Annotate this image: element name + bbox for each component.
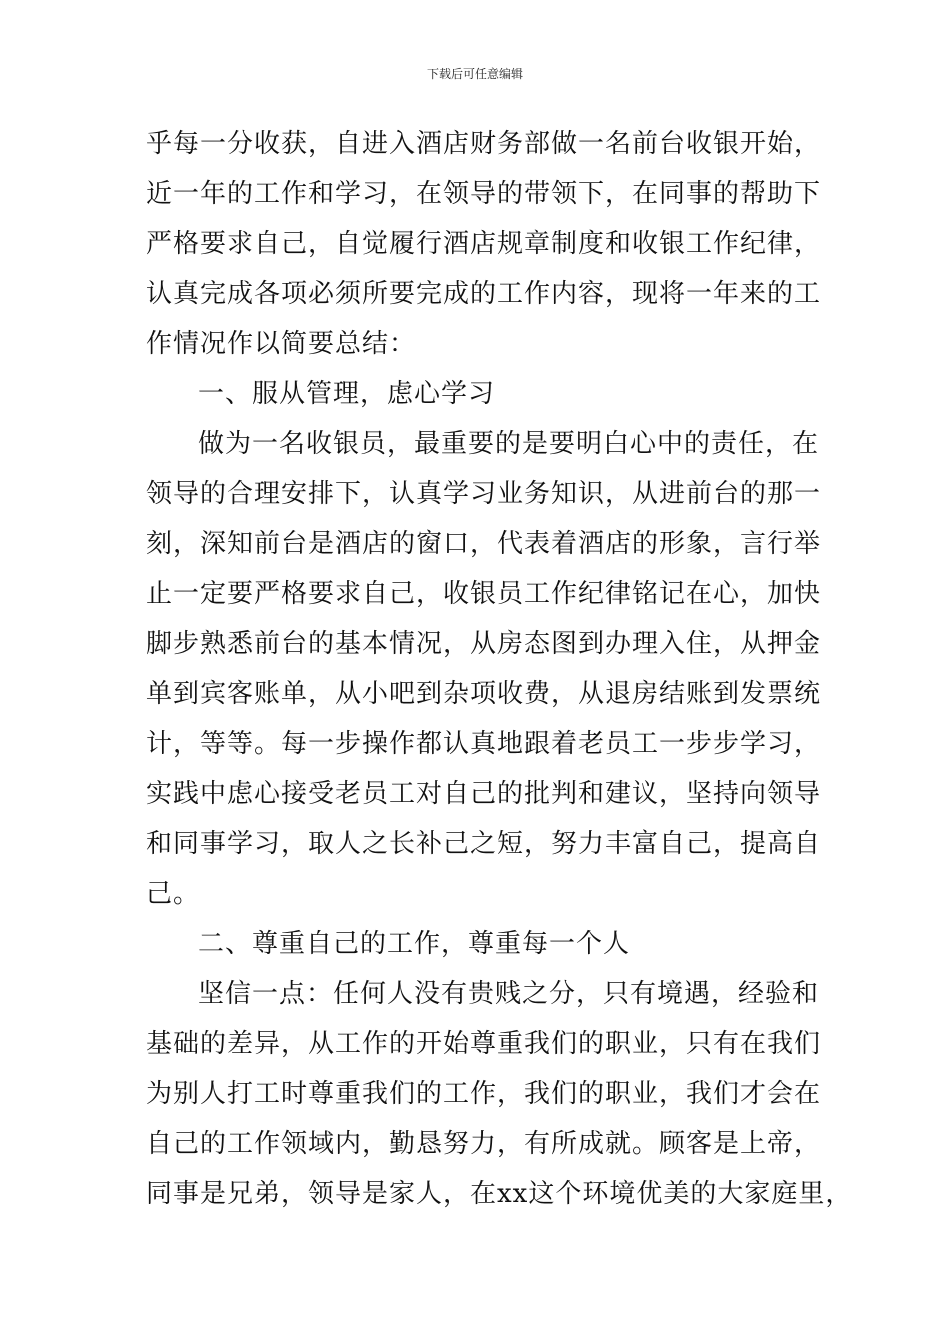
body-line: 止一定要严格要求自己，收银员工作纪律铭记在心，加快 [146, 579, 822, 609]
body-line: 严格要求自己，自觉履行酒店规章制度和收银工作纪律， [146, 229, 822, 259]
body-line: 自己的工作领域内，勤恳努力，有所成就。顾客是上帝， [146, 1129, 822, 1159]
body-line: 己。 [146, 879, 201, 909]
body-line: 实践中虑心接受老员工对自己的批判和建议，坚持向领导 [146, 779, 822, 809]
body-line: 坚信一点：任何人没有贵贱之分，只有境遇，经验和 [198, 979, 820, 1009]
body-line: 乎每一分收获，自进入酒店财务部做一名前台收银开始， [146, 129, 822, 159]
body-line: 做为一名收银员，最重要的是要明白心中的责任，在 [198, 429, 820, 459]
body-line: 计，等等。每一步操作都认真地跟着老员工一步步学习， [146, 729, 822, 759]
section-heading-2: 二、尊重自己的工作，尊重每一个人 [198, 929, 631, 959]
section-heading-1: 一、服从管理，虑心学习 [198, 379, 496, 409]
body-line: 和同事学习，取人之长补己之短，努力丰富自己，提高自 [146, 829, 822, 859]
body-line: 同事是兄弟，领导是家人，在xx这个环境优美的大家庭里， [146, 1179, 853, 1209]
body-line: 基础的差异，从工作的开始尊重我们的职业，只有在我们 [146, 1029, 822, 1059]
body-line: 认真完成各项必须所要完成的工作内容，现将一年来的工 [146, 279, 822, 309]
body-line: 近一年的工作和学习，在领导的带领下，在同事的帮助下 [146, 179, 822, 209]
page-header-note: 下载后可任意编辑 [426, 67, 523, 81]
body-line: 单到宾客账单，从小吧到杂项收费，从退房结账到发票统 [146, 679, 822, 709]
body-line: 刻，深知前台是酒店的窗口，代表着酒店的形象，言行举 [146, 529, 822, 559]
body-line: 为别人打工时尊重我们的工作，我们的职业，我们才会在 [146, 1079, 822, 1109]
body-line: 脚步熟悉前台的基本情况，从房态图到办理入住，从押金 [146, 629, 822, 659]
body-line: 作情况作以简要总结： [146, 329, 417, 359]
body-line: 领导的合理安排下，认真学习业务知识，从进前台的那一 [146, 479, 822, 509]
